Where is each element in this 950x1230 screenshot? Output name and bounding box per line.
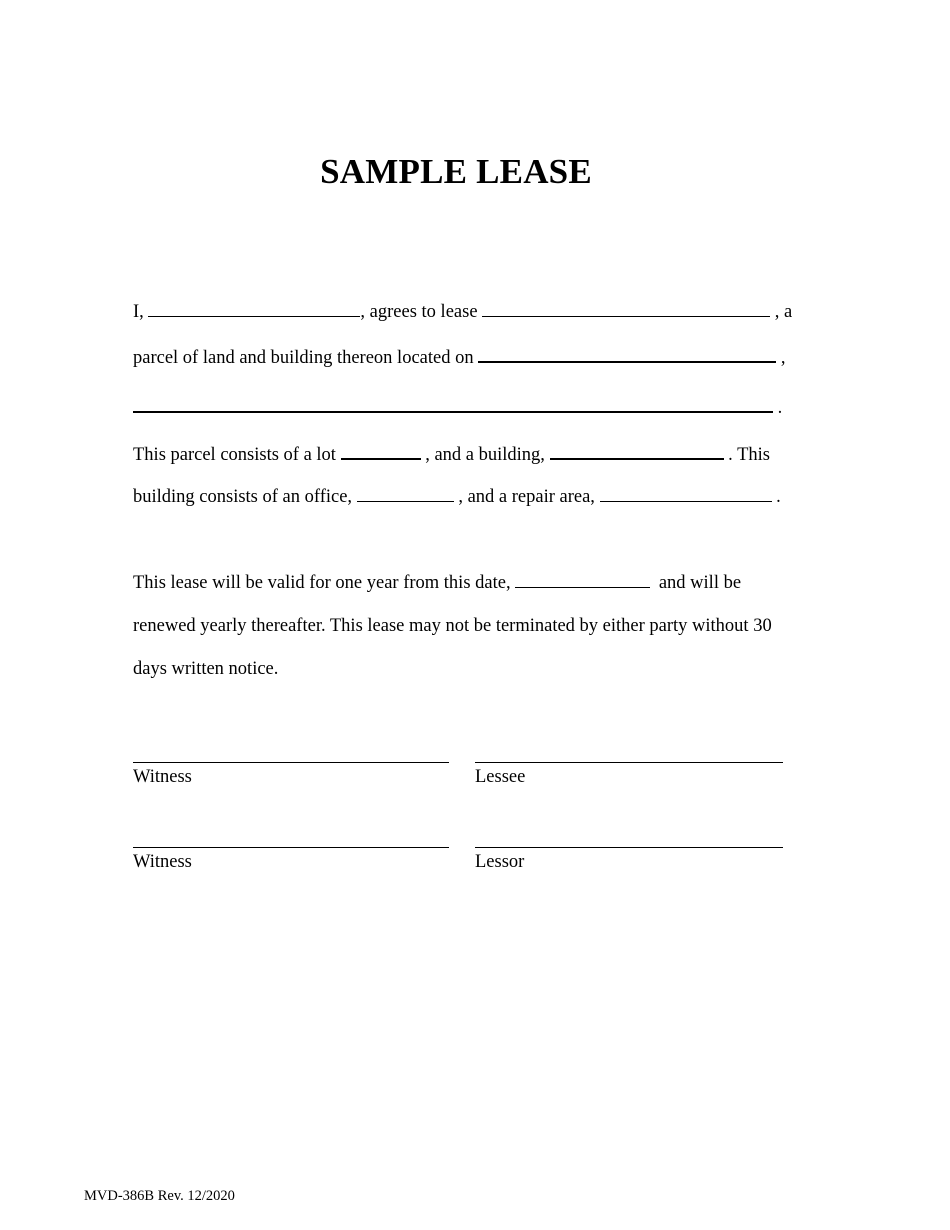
witness-1-label: Witness — [133, 767, 192, 787]
document-title: SAMPLE LEASE — [320, 152, 592, 191]
lessee-signature-line[interactable] — [475, 762, 783, 763]
date-field[interactable] — [515, 572, 650, 588]
lessor-signature-line[interactable] — [475, 847, 783, 848]
text-prefix: building consists of an office, — [133, 487, 353, 507]
text-suffix: and will be — [658, 573, 742, 593]
witness-1-signature-line[interactable] — [133, 762, 449, 763]
lease-line-location — [133, 346, 785, 369]
repair-area-field[interactable] — [600, 486, 772, 502]
lease-line-notice: days written notice. — [133, 659, 279, 679]
lease-line-valid-date — [133, 572, 741, 594]
leased-property-field[interactable] — [482, 301, 770, 317]
location-field[interactable] — [478, 346, 776, 363]
text-suffix: . — [777, 398, 783, 418]
lessee-label: Lessee — [475, 767, 526, 787]
form-number-footer: MVD-386B Rev. 12/2020 — [84, 1188, 235, 1204]
lessor-label: Lessor — [475, 852, 525, 872]
text-suffix: , — [780, 348, 786, 368]
text-prefix: This parcel consists of a lot — [133, 445, 336, 465]
text-suffix: . — [776, 487, 781, 507]
lease-line-lessee — [133, 301, 792, 323]
text-prefix: parcel of land and building thereon located on — [133, 348, 474, 368]
lease-line-location-continued — [133, 396, 782, 419]
witness-2-signature-line[interactable] — [133, 847, 449, 848]
office-field[interactable] — [357, 486, 454, 502]
lot-field[interactable] — [341, 443, 421, 460]
text-mid: , and a building, — [425, 445, 545, 465]
lease-line-office-repair — [133, 486, 781, 508]
lease-line-lot-building — [133, 443, 770, 466]
text-suffix: , a — [774, 302, 793, 322]
text-mid: , and a repair area, — [458, 487, 595, 507]
lessee-name-field[interactable] — [148, 301, 360, 317]
text-suffix: . This — [728, 445, 770, 465]
building-field[interactable] — [550, 443, 724, 460]
text-prefix: This lease will be valid for one year from this date, — [133, 573, 511, 593]
lease-line-renewal: renewed yearly thereafter. This lease may not be terminated by either party without 30 — [133, 616, 772, 636]
witness-2-label: Witness — [133, 852, 192, 872]
text-mid: , agrees to lease — [360, 302, 478, 322]
text-prefix: I, — [133, 302, 144, 322]
location-continued-field[interactable] — [133, 396, 773, 413]
